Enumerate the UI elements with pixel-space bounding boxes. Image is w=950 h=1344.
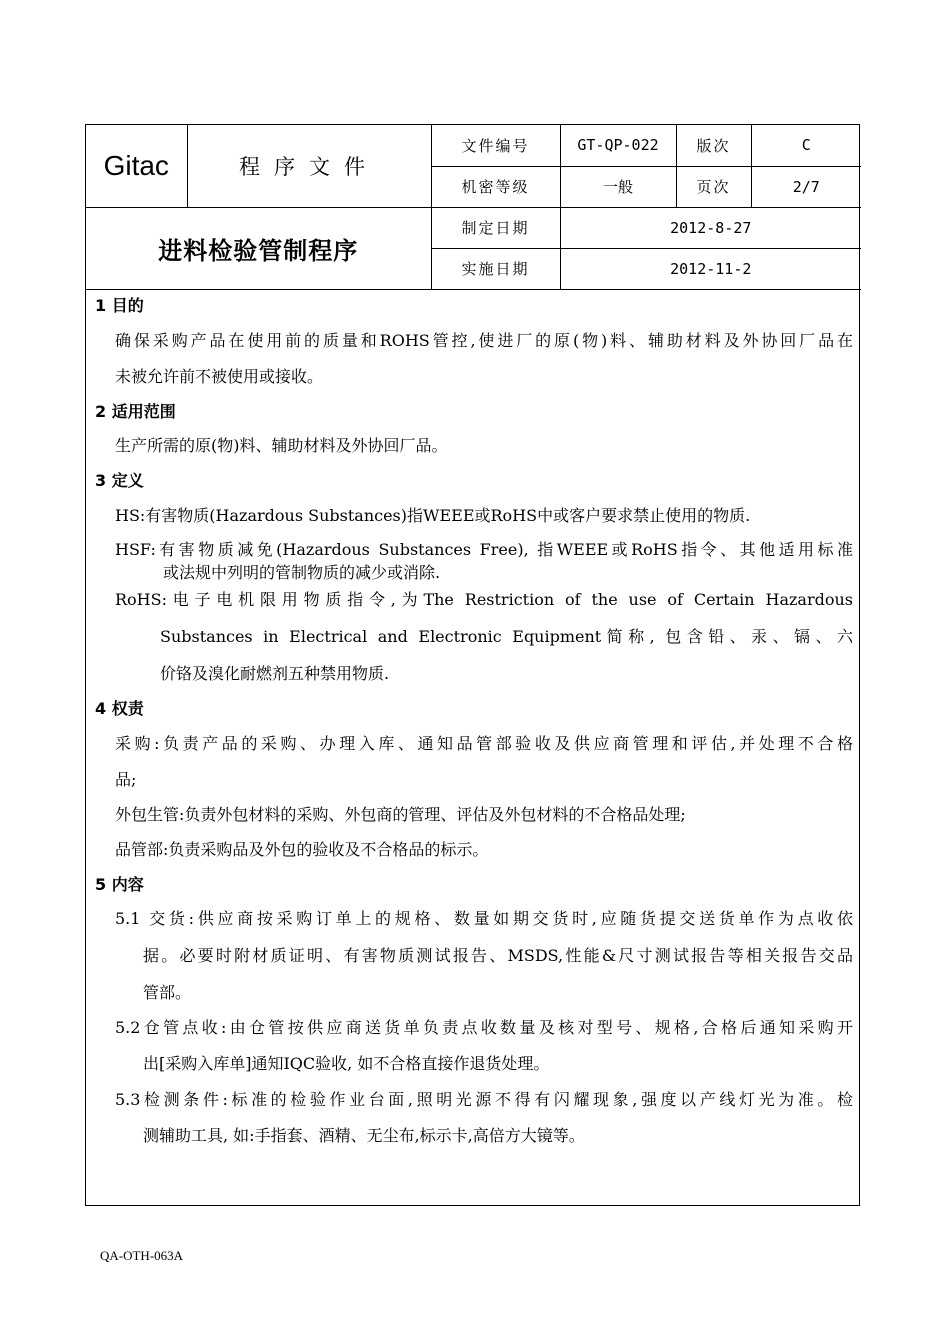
paragraph-line: 未被允许前不被使用或接收。 [115,367,324,386]
paragraph-line: 采购:负责产品的采购、办理入库、通知品管部验收及供应商管理和评估,并处理不合格 [115,734,853,753]
version-label: 版次 [676,125,751,166]
section-heading-scope: 2 适用范围 [95,402,176,421]
secrecy-label: 机密等级 [431,166,560,207]
secrecy-value: 一般 [560,166,676,207]
definition-line: 价铬及溴化耐燃剂五种禁用物质. [160,664,390,683]
footer-form-number: QA-OTH-063A [100,1248,184,1263]
section-heading-responsibilities: 4 权责 [95,699,144,718]
document-page [85,124,860,1206]
made-date-label: 制定日期 [431,207,560,248]
file-no-label: 文件编号 [431,125,560,166]
paragraph-line: 品; [115,770,137,789]
section-heading-definitions: 3 定义 [95,471,144,490]
definition-line: RoHS:电子电机限用物质指令,为The Restriction of the use of Certain Hazardous [115,590,853,609]
paragraph-line: 5.2仓管点收:由仓管按供应商送货单负责点收数量及核对型号、规格,合格后通知采购开 [115,1018,853,1037]
definition-line: HS:有害物质(Hazardous Substances)指WEEE或RoHS中或客户要求禁止使用的物质. [115,506,751,525]
impl-date-label: 实施日期 [431,248,560,289]
section-heading-purpose: 1 目的 [95,296,144,315]
definition-line: HSF:有害物质减免(Hazardous Substances Free), 指WEEE或RoHS指令、其他适用标准 [115,540,853,559]
made-date-value: 2012-8-27 [560,207,861,248]
version-value: C [751,125,861,166]
paragraph-line: 外包生管:负责外包材料的采购、外包商的管理、评估及外包材料的不合格品处理; [115,805,686,824]
paragraph-line: 据。必要时附材质证明、有害物质测试报告、MSDS,性能&尺寸测试报告等相关报告交品 [143,946,853,965]
company-logo: Gitac [86,125,187,207]
paragraph-line: 品管部:负责采购品及外包的验收及不合格品的标示。 [115,840,489,859]
document-header-table [86,125,861,290]
impl-date-value: 2012-11-2 [560,248,861,289]
paragraph-line: 生产所需的原(物)料、辅助材料及外协回厂品。 [115,436,448,455]
paragraph-line: 管部。 [143,983,192,1002]
document-title: 进料检验管制程序 [86,207,431,289]
paragraph-line: 5.3检测条件:标准的检验作业台面,照明光源不得有闪耀现象,强度以产线灯光为准。检 [115,1090,853,1109]
paragraph-line: 确保采购产品在使用前的质量和ROHS管控,使进厂的原(物)料、辅助材料及外协回厂品在 [115,331,853,350]
file-no-value: GT-QP-022 [560,125,676,166]
paragraph-line: 5.1 交货:供应商按采购订单上的规格、数量如期交货时,应随货提交送货单作为点收依 [115,909,853,928]
page-value: 2/7 [751,166,861,207]
paragraph-line: 测辅助工具, 如:手指套、酒精、无尘布,标示卡,高倍方大镜等。 [143,1126,585,1145]
definition-line: Substances in Electrical and Electronic Equipment简称, 包含铅、汞、镉、六 [160,627,853,646]
definition-line: 或法规中列明的管制物质的减少或消除. [163,563,441,582]
page-label: 页次 [676,166,751,207]
section-heading-content: 5 内容 [95,875,144,894]
document-type: 程序文件 [187,125,431,207]
paragraph-line: 出[采购入库单]通知IQC验收, 如不合格直接作退货处理。 [143,1054,550,1073]
